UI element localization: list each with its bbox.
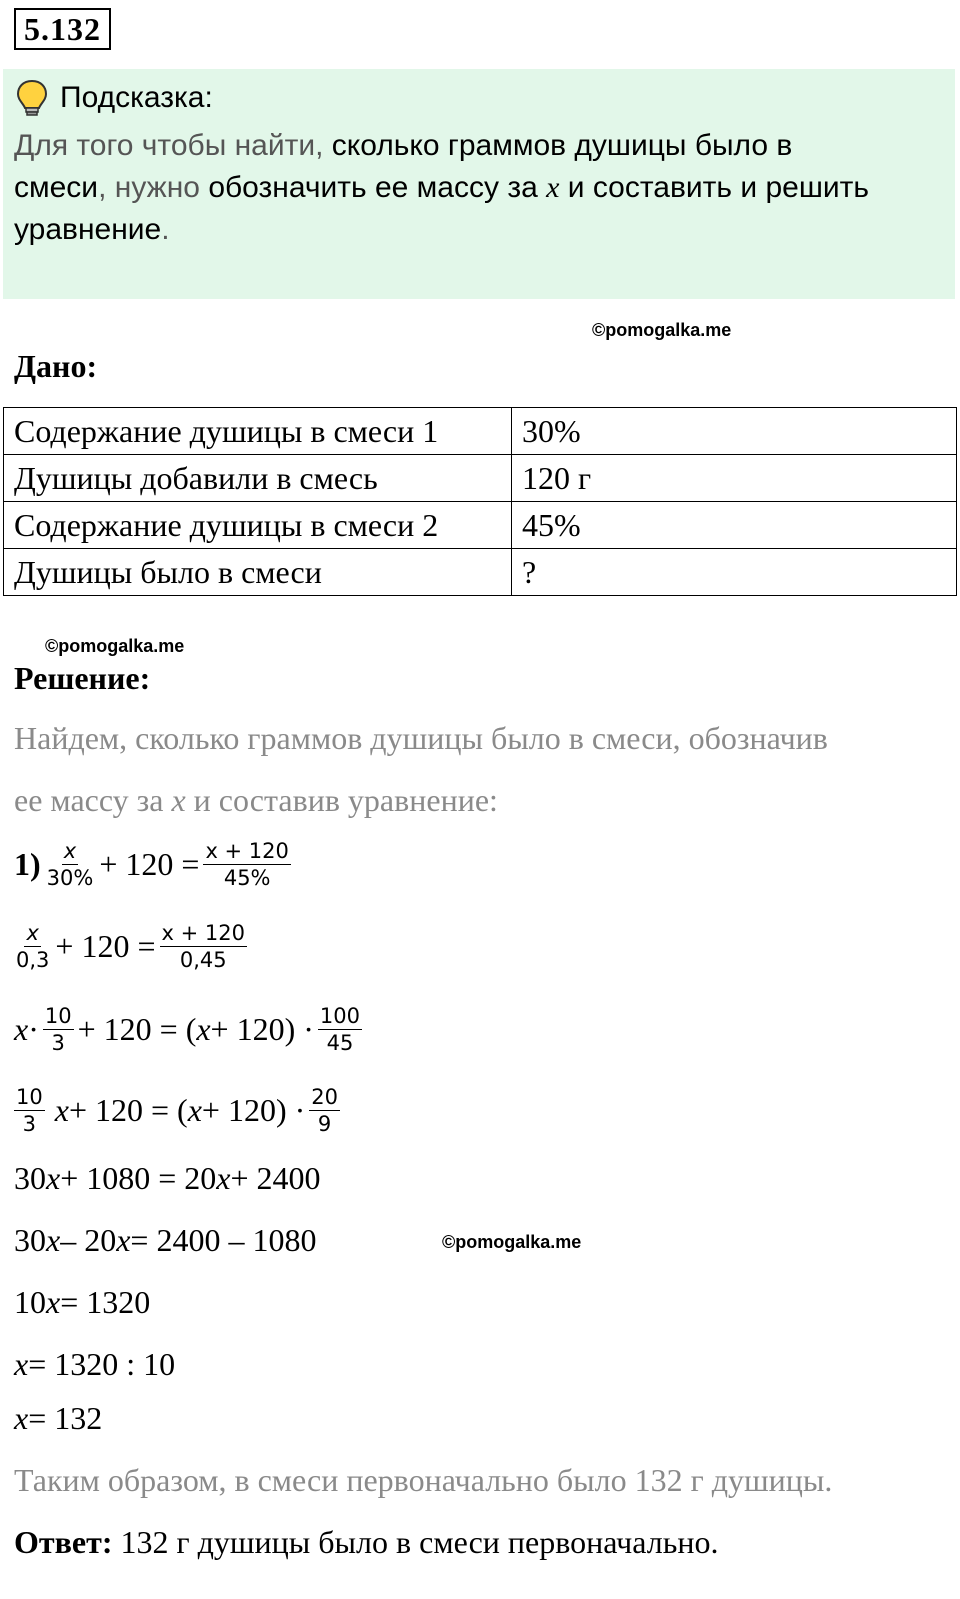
intro-text: ее массу за — [14, 782, 172, 818]
equation-text: + 120 = ( — [77, 1011, 197, 1047]
numerator: x — [26, 921, 39, 945]
hint-text-bold: сколько граммов душицы было в — [331, 129, 793, 162]
table-cell-label: Содержание душицы в смеси 2 — [4, 502, 512, 549]
intro-line-1: Найдем, сколько граммов душицы было в смеси, обозначив — [14, 720, 828, 756]
equation-text: = 1320 — [60, 1284, 151, 1320]
table-cell-value: 45% — [512, 502, 957, 549]
numerator: 10 — [44, 1004, 72, 1028]
fraction — [318, 1003, 362, 1056]
table-row — [4, 408, 957, 455]
denominator: 9 — [317, 1112, 332, 1136]
variable: x — [46, 1284, 61, 1320]
variable: x — [216, 1160, 231, 1196]
solution-heading: Решение: — [14, 660, 151, 696]
answer-text: 132 г душицы было в смеси первоначально. — [112, 1524, 719, 1560]
hint-line-1 — [14, 126, 792, 166]
equation-text: 10 — [14, 1284, 46, 1320]
intro-variable: x — [171, 782, 186, 818]
numerator: x + 120 — [205, 839, 289, 863]
table-cell-value: ? — [512, 549, 957, 596]
equation-text: + 120 = — [99, 846, 200, 882]
hint-text: , нужно — [98, 171, 209, 204]
equation-text: + 1080 = 20 — [60, 1160, 217, 1196]
table-cell-label: Душицы добавили в смесь — [4, 455, 512, 502]
hint-text: Для того чтобы найти, — [14, 129, 332, 162]
step-label: 1) — [14, 846, 41, 882]
hint-variable: x — [546, 171, 560, 204]
fraction — [309, 1084, 340, 1137]
lightbulb-icon — [14, 78, 50, 118]
equation-7 — [14, 1284, 150, 1321]
equation-4 — [14, 1084, 344, 1137]
table-cell-value: 120 г — [512, 455, 957, 502]
problem-number: 5.132 — [14, 8, 111, 50]
equation-text: · — [28, 1011, 39, 1047]
denominator: 0,3 — [16, 948, 50, 972]
equation-text: = 132 — [28, 1400, 103, 1436]
numerator: 20 — [311, 1085, 338, 1109]
fraction — [160, 920, 247, 973]
table-cell-value: 30% — [512, 408, 957, 455]
variable: x — [46, 1160, 61, 1196]
conclusion: Таким образом, в смеси первоначально было 132 г душицы. — [14, 1462, 833, 1498]
hint-text-bold: уравнение — [14, 213, 162, 246]
watermark: ©pomogalka.me — [442, 1232, 582, 1252]
equation-6 — [14, 1222, 316, 1259]
variable: x — [116, 1222, 131, 1258]
numerator: 10 — [16, 1085, 43, 1109]
denominator: 45 — [326, 1031, 354, 1055]
equation-text: + 120) · — [201, 1092, 306, 1128]
equation-text: = 2400 – 1080 — [130, 1222, 317, 1258]
equation-8 — [14, 1346, 175, 1383]
equation-2 — [14, 920, 251, 973]
equation-text: + 120 = — [55, 928, 156, 964]
hint-line-3 — [14, 210, 170, 250]
hint-text-bold: обозначить ее массу за — [208, 171, 547, 204]
denominator: 3 — [51, 1031, 65, 1055]
intro-line-2 — [14, 782, 498, 819]
given-heading: Дано: — [14, 348, 98, 384]
variable: x — [196, 1011, 211, 1047]
intro-text: и составив уравнение: — [185, 782, 498, 818]
hint-text-bold: и составить и решить — [559, 171, 870, 204]
equation-text: 30 — [14, 1160, 46, 1196]
equation-text: + 120 = ( — [68, 1092, 188, 1128]
hint-title: Подсказка: — [60, 81, 213, 114]
equation-3 — [14, 1003, 366, 1056]
fraction — [203, 838, 290, 891]
equation-1 — [14, 838, 295, 891]
answer-label: Ответ: — [14, 1524, 113, 1560]
equation-text: – 20 — [60, 1222, 117, 1258]
table-row — [4, 549, 957, 596]
hint-line-2 — [14, 168, 869, 208]
denominator: 45% — [223, 866, 271, 890]
variable: x — [54, 1092, 69, 1128]
hint-text-bold: смеси — [14, 171, 99, 204]
answer — [14, 1524, 718, 1561]
equation-5 — [14, 1160, 321, 1197]
fraction — [45, 838, 96, 891]
fraction — [14, 920, 51, 973]
denominator: 3 — [22, 1112, 37, 1136]
equation-text: 30 — [14, 1222, 46, 1258]
given-table — [3, 407, 957, 596]
variable: x — [14, 1011, 29, 1047]
equation-text: = 1320 : 10 — [28, 1346, 176, 1382]
table-row — [4, 502, 957, 549]
variable: x — [46, 1222, 61, 1258]
equation-text: + 120) · — [210, 1011, 314, 1047]
fraction — [14, 1084, 45, 1137]
numerator: x + 120 — [161, 921, 245, 945]
hint-text: . — [161, 213, 170, 246]
numerator: 100 — [319, 1004, 360, 1028]
watermark: ©pomogalka.me — [45, 636, 185, 656]
variable: x — [187, 1092, 202, 1128]
denominator: 0,45 — [179, 948, 227, 972]
numerator: x — [63, 839, 77, 863]
fraction — [43, 1003, 74, 1056]
equation-text: + 2400 — [230, 1160, 321, 1196]
equation-9 — [14, 1400, 102, 1437]
variable: x — [14, 1346, 29, 1382]
table-row — [4, 455, 957, 502]
variable: x — [14, 1400, 29, 1436]
denominator: 30% — [46, 866, 94, 890]
watermark: ©pomogalka.me — [592, 320, 732, 340]
table-cell-label: Душицы было в смеси — [4, 549, 512, 596]
table-cell-label: Содержание душицы в смеси 1 — [4, 408, 512, 455]
